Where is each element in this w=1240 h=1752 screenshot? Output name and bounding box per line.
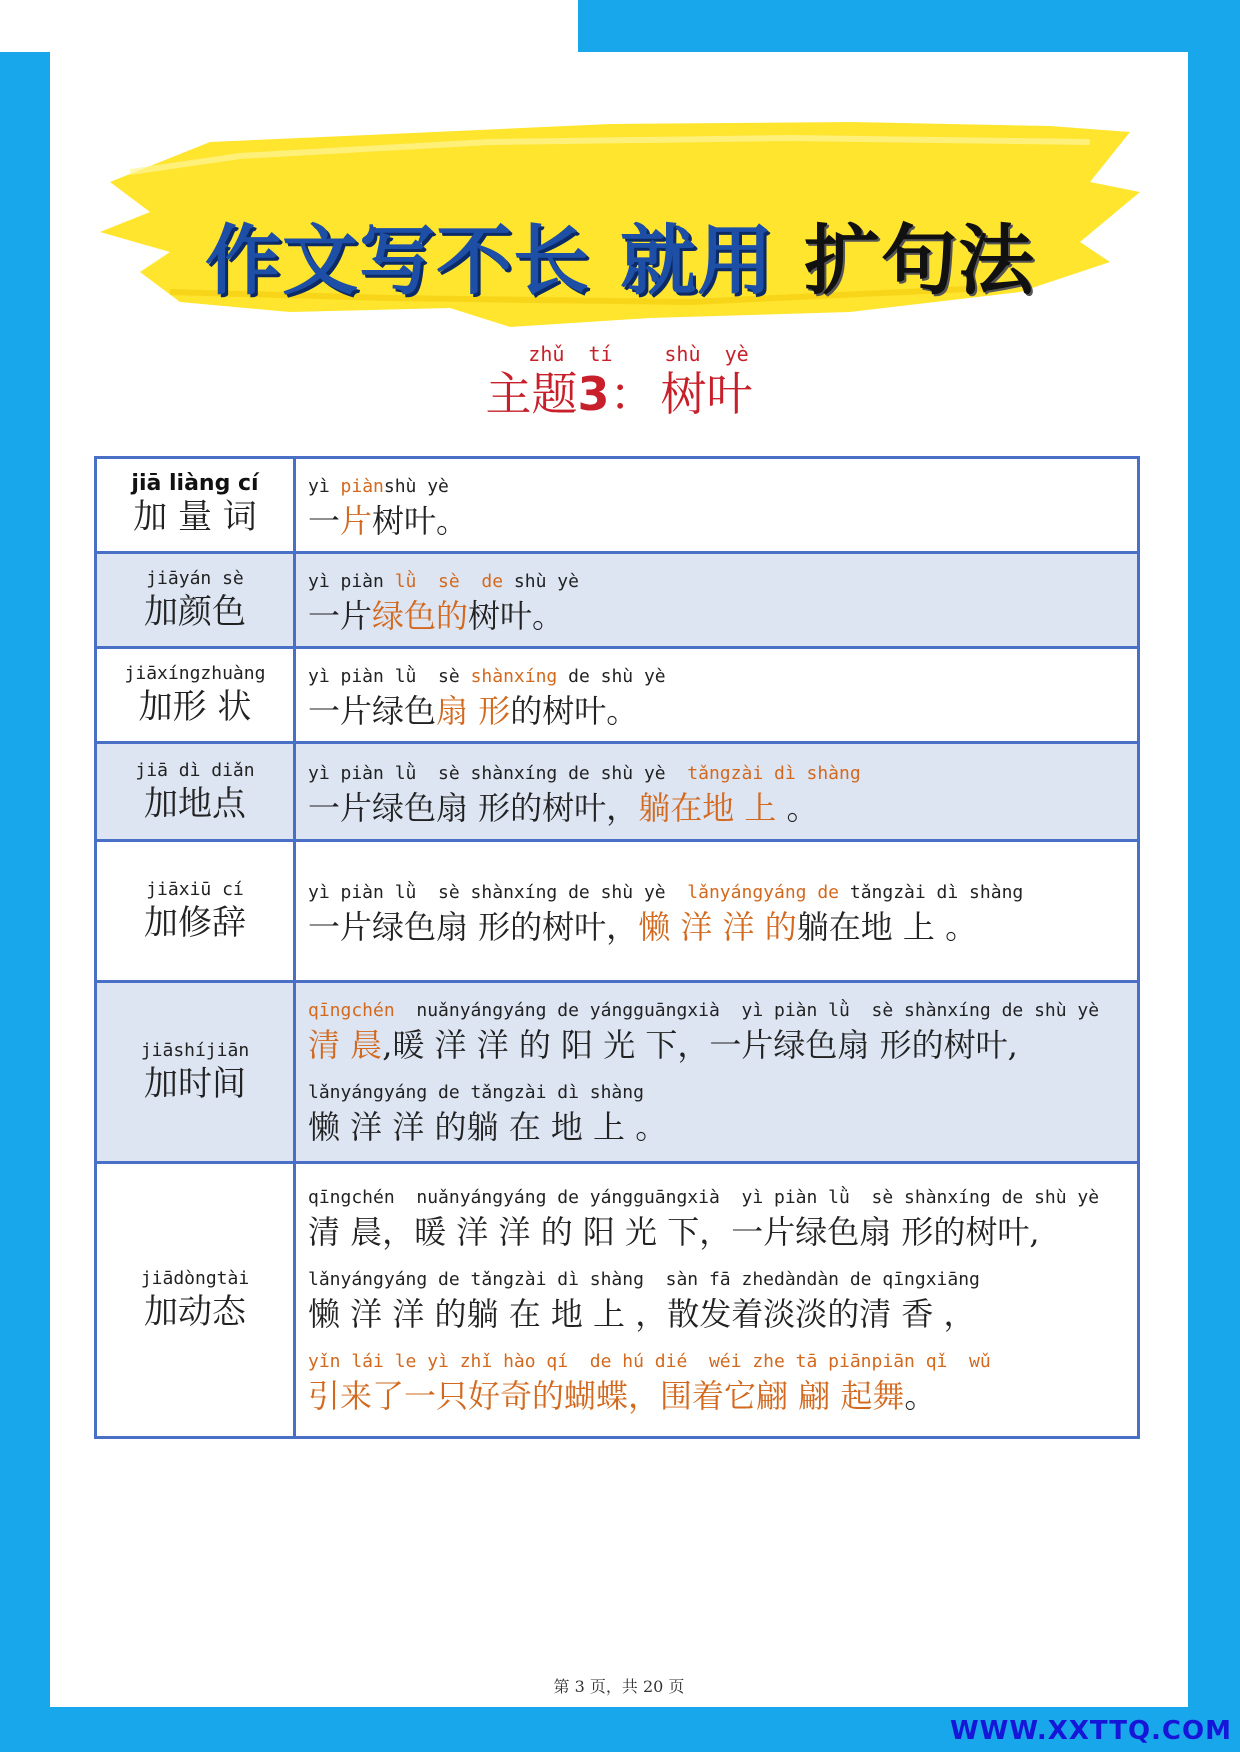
row-label-pinyin: jiāxiū cí [146,879,244,900]
text-segment: 一片 [308,597,373,635]
sentence-pinyin-highlight: yǐn lái le yì zhǐ hào qí de hú dié wéi zhe tā piānpiān qǐ wǔ [308,1351,991,1372]
text-segment: ,暖 洋 洋 的 阳 光 下，一片绿色扇 形的树叶, [382,1026,1018,1064]
sentence-text [308,1023,1125,1067]
sentence-pinyin: lǎnyángyáng de tǎngzài dì shàng [308,1082,644,1103]
subtitle-topic-group [661,340,753,420]
row-label-cell [97,983,296,1161]
row-body-cell [296,983,1137,1161]
pinyin-segment: yì piàn lǜ sè shànxíng de shù yè [308,762,688,784]
table-row [97,649,1137,744]
table-row [97,459,1137,554]
text-highlight: 扇 形 [436,692,511,730]
row-label: 加动态 [144,1292,246,1332]
expansion-table [94,456,1140,1439]
text-segment: 树叶。 [372,502,469,540]
row-label: 加形 状 [138,687,252,727]
text-highlight: 躺在地 上 [638,788,777,827]
sentence-pinyin: qīngchén nuǎnyángyáng de yángguāngxià yì piàn lǜ sè shànxíng de shù yè [308,1187,1100,1208]
subtitle [50,340,1188,420]
subtitle-label-pinyin: zhǔ tí [528,342,613,366]
row-label: 加修辞 [144,903,246,943]
corner-white-strip [0,0,578,52]
table-row [97,1164,1137,1436]
row-label-cell [97,1164,296,1436]
text-segment: 一片绿色扇 形的树叶， [308,788,639,827]
row-label-pinyin: jiā dì diǎn [135,759,255,781]
pinyin-segment: yì [308,476,341,497]
row-label: 加 量 词 [133,497,257,537]
row-label-cell [97,554,296,646]
row-label-pinyin: jiāshíjiān [140,1040,250,1061]
pinyin-segment: yì piàn lǜ sè shànxíng de shù yè [308,882,688,903]
subtitle-label: 主题 [485,367,578,421]
title-part3: 扩句法 [804,216,1035,305]
row-label-pinyin: jiāxíngzhuàng [124,663,266,684]
pinyin-segment: shù yè [383,476,449,497]
row-body-cell [296,842,1137,980]
sentence-text [308,905,1125,949]
sentence-pinyin [308,762,1125,786]
text-segment: 一片绿色扇 形的树叶， [308,908,639,946]
row-body-cell [296,554,1137,646]
sentence-pinyin: lǎnyángyáng de tǎngzài dì shàng sàn fā zhedàndàn de qīngxiāng [308,1269,980,1290]
pinyin-highlight: qīngchén [308,1000,395,1021]
pinyin-segment: yì piàn lǜ sè [308,666,471,687]
pinyin-highlight: shànxíng [470,666,558,687]
pinyin-highlight: lǜ sè de [394,571,504,592]
pinyin-segment: yì piàn [308,571,395,592]
subtitle-label-group [485,340,655,420]
row-label-pinyin: jiāyán sè [146,568,244,589]
pinyin-highlight: lǎnyángyáng de [687,882,840,903]
sentence-text: 懒 洋 洋 的躺 在 地 上 ，散发着淡淡的清 香 ， [308,1295,976,1333]
page-footer: 第 3 页，共 20 页 [553,1677,685,1696]
sentence-text: 清 晨，暖 洋 洋 的 阳 光 下，一片绿色扇 形的树叶, [308,1213,1040,1251]
text-segment: 躺在地 上 。 [796,908,978,946]
pinyin-segment: nuǎnyángyáng de yángguāngxià yì piàn lǜ sè shànxíng de shù yè [394,1000,1100,1021]
text-highlight: 引来了一只好奇的蝴蝶，围着它翩 翩 起舞 [308,1377,905,1415]
sentence-pinyin [308,570,1125,594]
text-highlight: 片 [340,502,373,540]
table-row [97,744,1137,842]
row-body-cell [296,744,1137,839]
sentence-pinyin [308,999,1125,1023]
text-highlight: 清 晨 [308,1026,383,1064]
watermark: WWW.XXTTQ.COM [950,1716,1232,1746]
sentence-text [308,499,1125,543]
table-row [97,983,1137,1164]
subtitle-colon: ： [609,367,656,421]
text-segment: 的树叶。 [510,692,639,730]
text-segment: 树叶。 [468,597,565,635]
subtitle-topic: 树叶 [660,367,753,421]
row-label: 加颜色 [144,592,246,632]
title-banner [90,112,1150,332]
sentence-pinyin [308,881,1125,905]
pinyin-segment: de shù yè [557,666,666,687]
row-label-pinyin: jiādòngtài [140,1268,250,1289]
title-part2: 就用 [620,216,774,305]
sentence-text [308,594,1125,638]
row-label-cell [97,649,296,741]
sentence-text [308,786,1125,830]
text-highlight: 懒 洋 洋 的 [638,908,797,946]
table-row [97,554,1137,649]
subtitle-topic-pinyin: shù yè [664,342,749,366]
sentence-text [308,1374,1125,1418]
sentence-pinyin [308,475,1125,499]
subtitle-number: 3 [577,367,610,421]
row-body-cell [296,649,1137,741]
sentence-text [308,689,1125,733]
pinyin-highlight: tǎngzài dì shàng [687,762,861,784]
sentence-text: 懒 洋 洋 的躺 在 地 上 。 [308,1108,668,1146]
main-title [90,200,1150,309]
pinyin-segment: shù yè [503,571,579,592]
row-label-cell [97,744,296,839]
text-segment: 。 [904,1377,937,1415]
row-label-pinyin: jiā liàng cí [131,471,259,496]
text-segment: 。 [776,788,819,827]
row-body-cell [296,459,1137,551]
text-segment: 一 [308,502,341,540]
row-body-cell [296,1164,1137,1436]
row-label: 加地点 [144,783,246,824]
title-part1: 作文写不长 [205,216,590,305]
page [50,52,1188,1707]
text-segment: 一片绿色 [308,692,437,730]
row-label: 加时间 [144,1064,246,1104]
sentence-pinyin [308,665,1125,689]
table-row [97,842,1137,983]
pinyin-highlight: piàn [340,476,384,497]
pinyin-segment: tǎngzài dì shàng [839,882,1024,903]
row-label-cell [97,459,296,551]
row-label-cell [97,842,296,980]
text-highlight: 绿色的 [372,597,469,635]
